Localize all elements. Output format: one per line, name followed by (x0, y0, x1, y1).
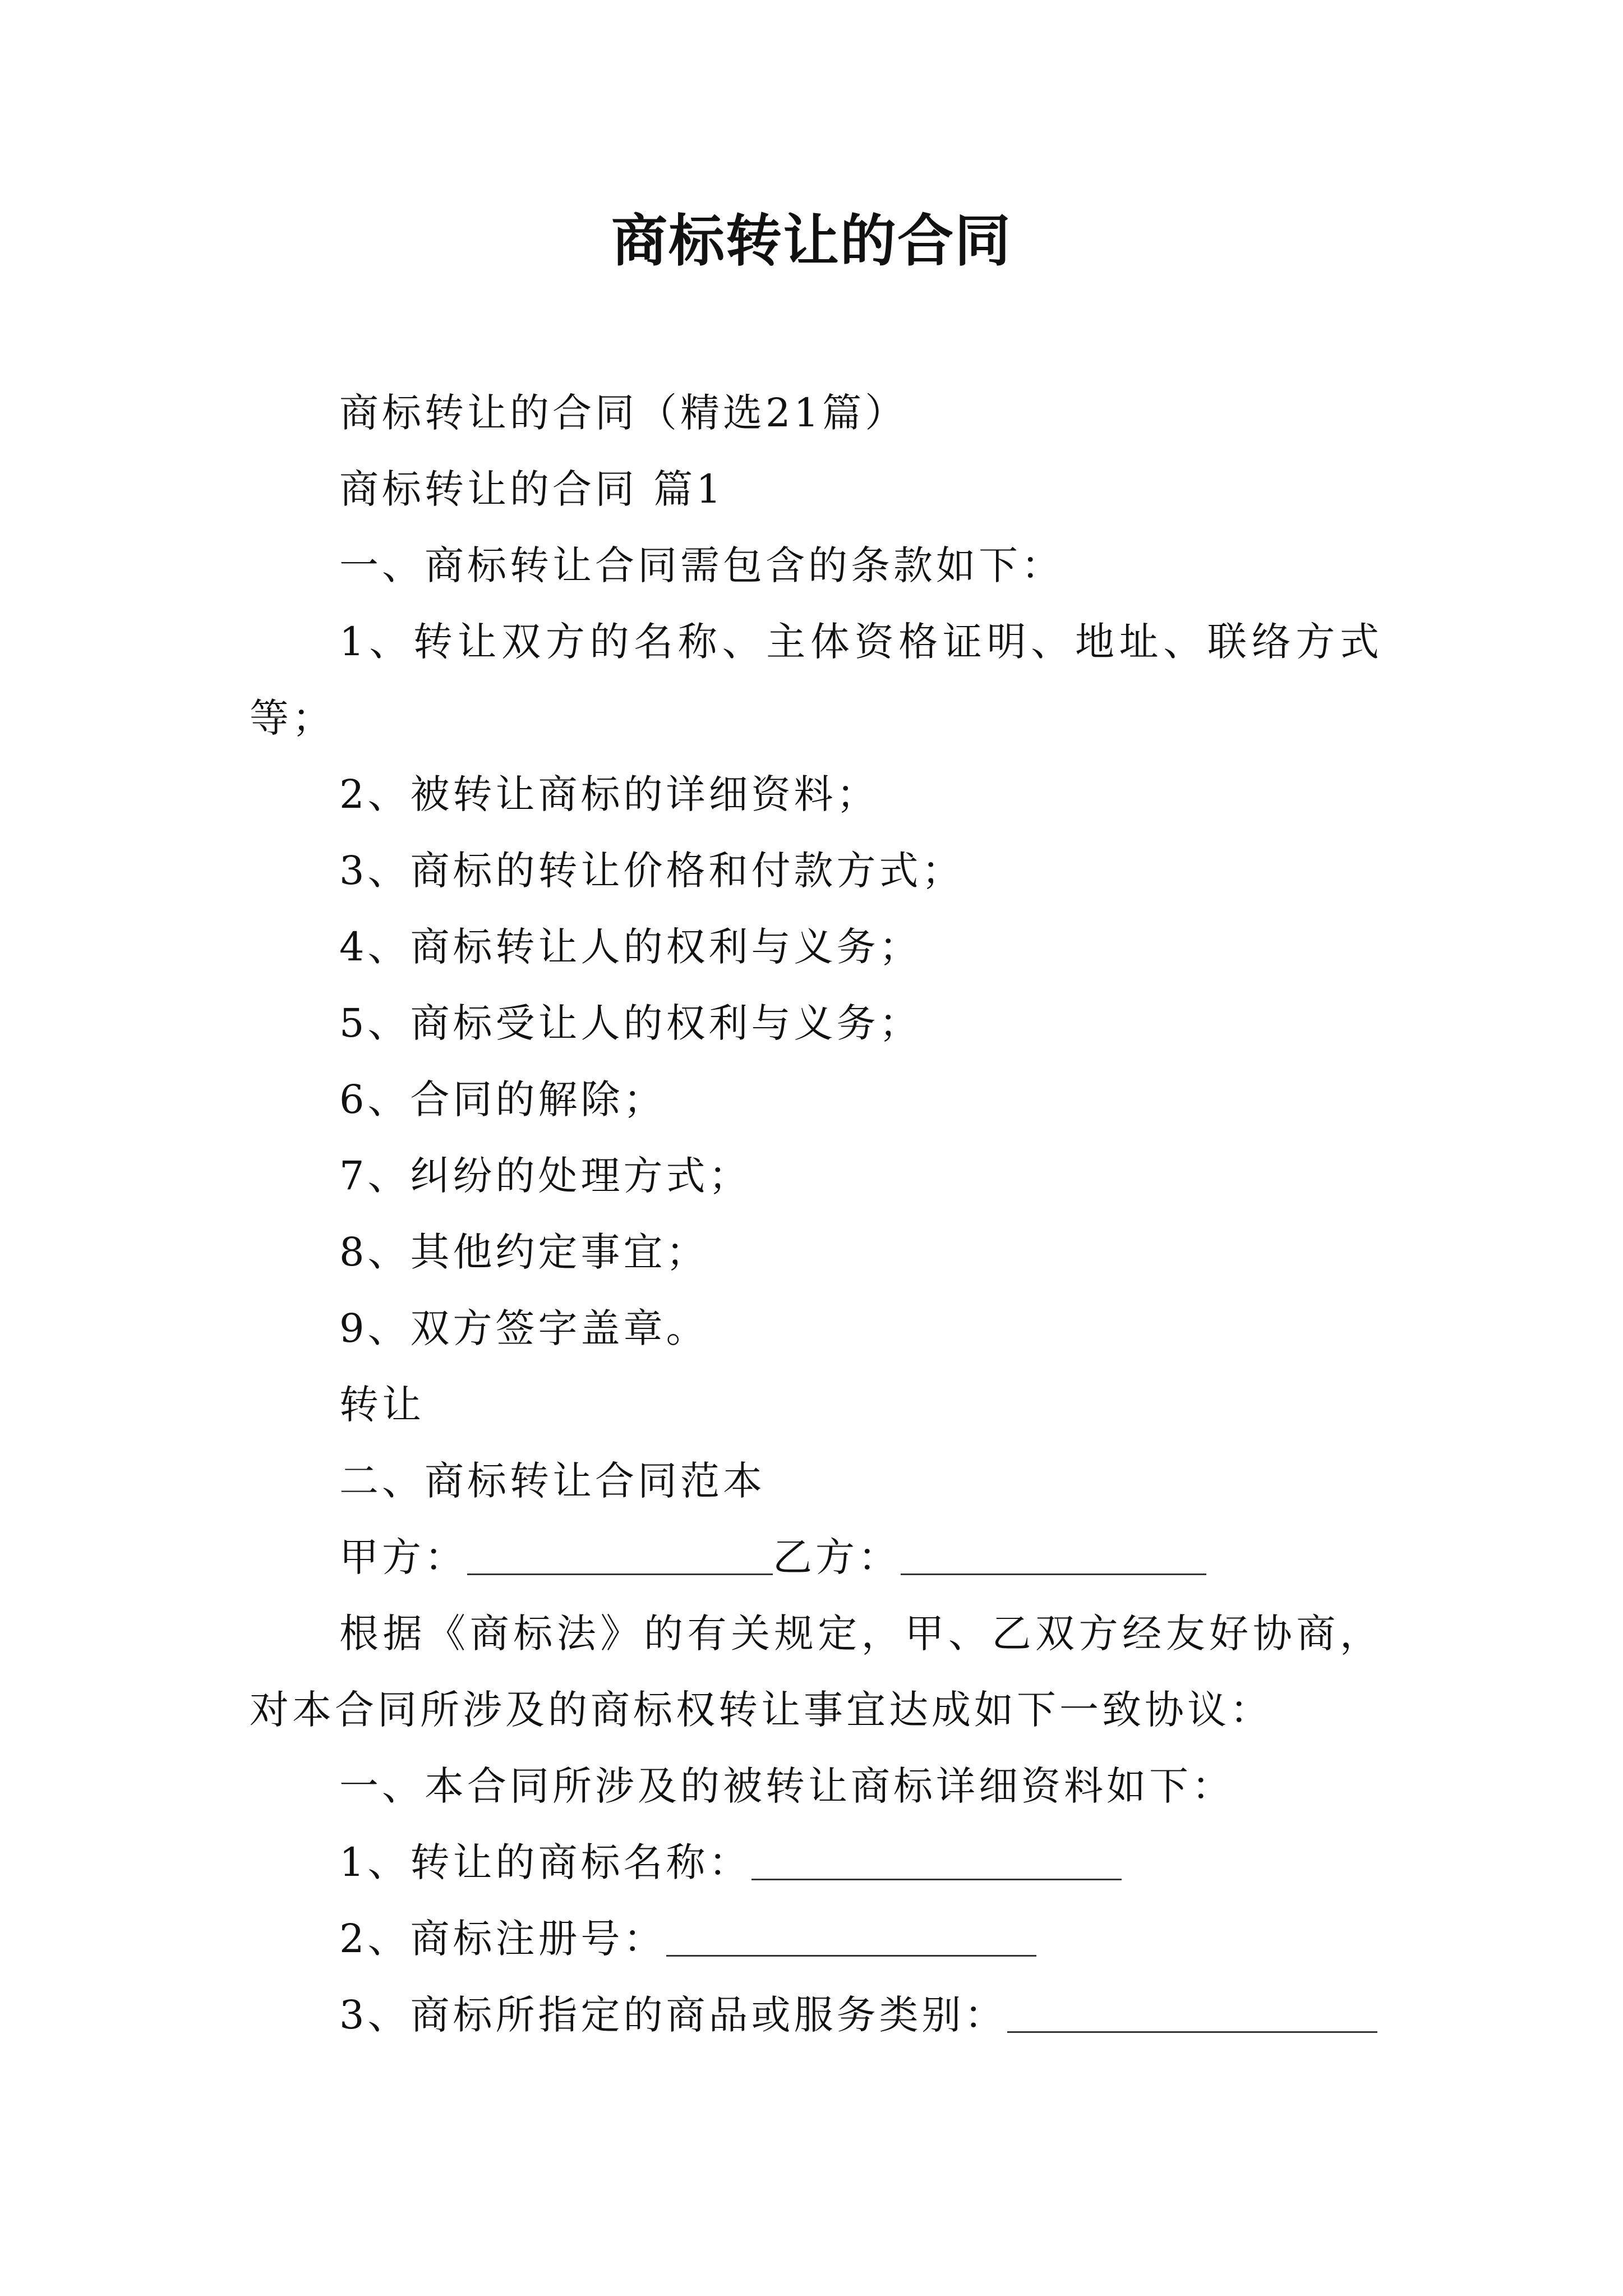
registration-no-blank (666, 1915, 1036, 1957)
clause-item: 1、转让双方的名称、主体资格证明、地址、联络方式等； (250, 619, 1382, 741)
part2-heading: 二、商标转让合同范本 (339, 1458, 766, 1504)
clause-item: 7、纠纷的处理方式； (339, 1153, 751, 1199)
article1-heading: 一、本合同所涉及的被转让商标详细资料如下： (339, 1763, 1234, 1809)
clause-item: 4、商标转让人的权利与义务； (339, 924, 922, 970)
trademark-name-field (250, 1824, 1382, 1901)
registration-no-label: 2、商标注册号： (339, 1916, 666, 1962)
trademark-name-blank (751, 1838, 1122, 1880)
part1-heading: 一、商标转让合同需包含的条款如下： (339, 542, 1064, 588)
clause-item: 5、商标受让人的权利与义务； (339, 1000, 922, 1046)
trademark-name-label: 1、转让的商标名称： (339, 1839, 751, 1885)
section-heading: 商标转让的合同 篇1 (339, 466, 725, 512)
goods-class-label: 3、商标所指定的商品或服务类别： (339, 1992, 1007, 2038)
intro-paragraph: 根据《商标法》的有关规定，甲、乙双方经友好协商，对本合同所涉及的商标权转让事宜达成如下一致协议： (250, 1611, 1382, 1733)
transfer-word: 转让 (339, 1382, 425, 1428)
goods-class-field (250, 1977, 1382, 2053)
goods-class-blank (1007, 1991, 1377, 2033)
clause-item: 6、合同的解除； (339, 1076, 666, 1122)
clause-item: 3、商标的转让价格和付款方式； (339, 848, 965, 894)
parties-line (250, 1519, 1382, 1595)
clause-item: 8、其他约定事宜； (339, 1229, 709, 1275)
document-title: 商标转让的合同 (611, 208, 1012, 274)
party-a-blank (467, 1533, 773, 1575)
subtitle: 商标转让的合同（精选21篇） (339, 390, 908, 436)
clause-item: 2、被转让商标的详细资料； (339, 771, 879, 817)
registration-no-field (250, 1901, 1382, 1977)
clause-item: 9、双方签字盖章。 (339, 1305, 709, 1351)
party-b-blank (901, 1533, 1206, 1575)
document-body (250, 375, 1382, 2053)
party-a-label: 甲方： (339, 1534, 467, 1580)
party-b-label: 乙方： (773, 1534, 901, 1580)
